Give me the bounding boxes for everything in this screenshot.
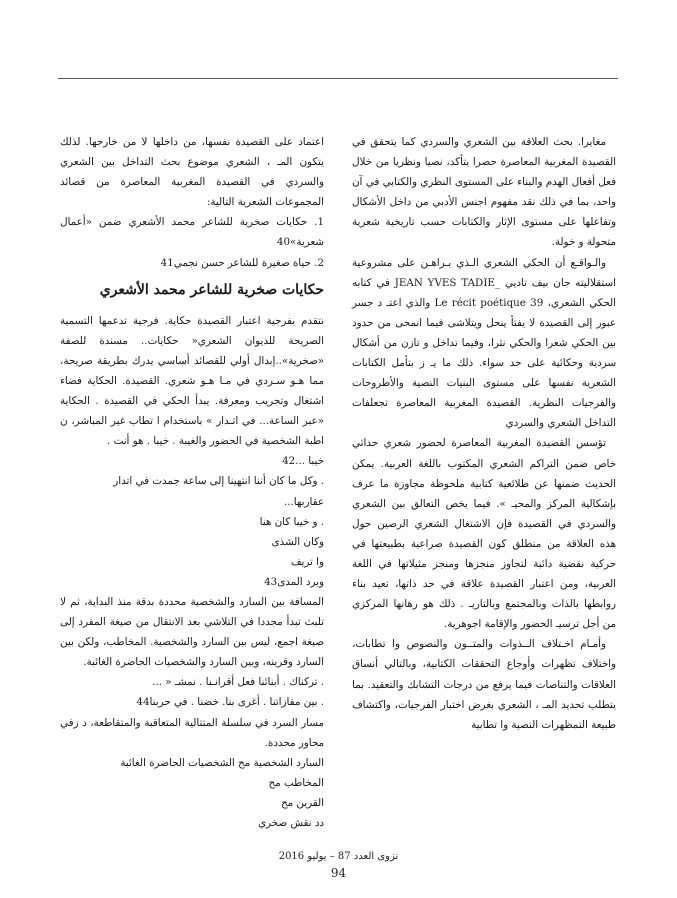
outline-line: دد نقش صخري bbox=[257, 817, 324, 829]
outline-line: السارد الشخصية مح الشخصيات الحاضرة الغائبة bbox=[120, 756, 324, 769]
outline-line: المخاطب مح bbox=[268, 776, 324, 789]
paragraph-3: تؤسس القصيدة المغربية المعاصرة لحضور شعري حداثي خاص ضمن التراكم الشعري المكتوب باللغة العربية. يمكن الحديث ضمنها عن طلائعية كتابية ملحوظة مجاوزة ما عرف بإشكالية المركز والمحيـ ». فيما يخص التعالق بين الشعري والسردي في القصيدة فإن الاشتغال الشعري الرصين حول هذه العلاقة من منطلق كون القصيدة صراعية بطبيعتها في حركية نقضية دائبة لتجاوز منجزها ومنجز مثيلاتها في اللغة العربية، ومن اعتبار القصيدة علاقة في حد ذاتها، تعيد بناء روابطها بالذات وبالمجتمع وبالتاريـ . ذلك هو رهانها المركزي من أجل ترسيـ الحضور والإقامة اجوهرية. bbox=[352, 437, 616, 631]
verse-line: . تركناك . أبنائنا فعل أقرانـنا . نمشـ « ... bbox=[152, 676, 324, 689]
verse-line: . و خيبا كان هنا bbox=[259, 515, 324, 528]
top-rule bbox=[58, 78, 618, 79]
third-paragraph: مسار السرد في سلسلة المتتالية المتعاقبة والمتقاطعة، د زفي محاور محددة. bbox=[60, 716, 324, 749]
verse-line: عقاربها... bbox=[283, 495, 324, 508]
verse-line: خيبا ...42 bbox=[282, 455, 324, 468]
body-paragraph: نتقدم بفرجية اعتبار القصيدة حكاية. فرجية تدعمها التسمية الصريحة للديوان الشعري« حكايات.. مسندة للصفة «صخرية»..إبدال أولي للقصائد أساسي يدرك بطريقة صريحة، مما هـو سـردي في مـا هـو شعري. القصيدة. الحكاية فضاء اشتغال وتجريب ومعرفة. يبدأ الحكي في القصيدة . الحكاية «عبر الساعة... في اتـدار » باستخدام ا تطاب غير المباشر، ن اطبة الشخصية في الحضور والغيبة . خيبا . هو أنت . bbox=[60, 314, 324, 448]
list-item: 2. حياة صغيرة للشاعر حسن نجمي41 bbox=[160, 256, 324, 269]
paragraph-4: وأمـام اخـتلاف الــذوات والمتــون والنصوص وا تطابات، واختلاف تظهرات وأوجاع التحققات الكتابية، وبالتالي أنساق العلاقات والتناصات فيما يرفع من درجات التشابك والتعقيد. بما يتطلب تحديد المـ ، الشعري بغرض اختبار الفرجيات، واكتشاف طبيعة التمظهرات النصية وا تطابية bbox=[352, 638, 616, 731]
page-number: 94 bbox=[330, 866, 347, 880]
verse-line: وا تريف bbox=[290, 555, 324, 568]
second-paragraph: المسافة بين السارد والشخصية محددة بدقة منذ البداية، ثم لا تلبث تبدأ مجددا في التلاشي بعد الانتقال من صيغة المفرد إلى صيغة اجمع، ليس بين السارد والشخصية. المخاطب، ولكن بين السارد وقرينه، وبين السارد والشخصيات الحاضرة الغائبة. bbox=[60, 595, 324, 669]
paragraph-2: والـواقـع أن الحكي الشعري الـذي بـراهـن على مشروعية استقلاليته جان بيف تاديي _JEAN YVES TADIE في كتابه الحكي الشعري، Le récit poétique 39 والذي اعتـ د جسر عبور إلى القصيدة لا يفتأ ينحل ويتلاشى فيما انمحى من حدود بين الحكي شعرا والحكي نثرا، وفيما تداخل و تازن من أشكال سردية وحكائية على حد سواء. ذلك ما يـ ز بتأمل الكتابات الشعرية نفسها على مستوى البنيات النصية والأطروحات والفرجيات النظرية. القصيدة المغربية المعاصرة تجعلفات التداخل الشعري والسردي bbox=[352, 256, 616, 430]
verse-line: . بين مفازاتنا . أغرى بنا. خضنا . في حربنا44 bbox=[136, 696, 324, 709]
intro-paragraph: اعتماد على القصيدة نفسها، من داخلها لا من خارجها. لذلك يتكون المـ ، الشعري موضوع بحث التداخل بين الشعري والسردي في القصيدة المغربية المعاصرة من قصائد المجموعات الشعرية التالية: bbox=[60, 136, 324, 209]
verse-line: . وكل ما كان أننا انتهينا إلى ساعة جمدت في اتدار bbox=[113, 475, 324, 488]
verse-line: وبرد المدى43 bbox=[264, 575, 324, 588]
footer-issue: نزوى العدد 87 – يوليو 2016 bbox=[278, 851, 399, 862]
verse-line: وكان الشذى bbox=[271, 535, 324, 548]
paragraph-1: مغايرا. بحث العلاقة بين الشعري والسردي كما يتحقق في القصيدة المغربية المعاصرة حصرا يتأكد، نصيا ونظريا من خلال فعل أفعال الهدم والبناء على المستوى النظري والكتابي في آن واحد، بما في ذلك نقد مفهوم اجنس الأدبي من داخل الأشكال وتفاعلها على مستوى الإثار والكتابات حسب تاريخية شعرية متحولة و خولة. bbox=[352, 136, 616, 249]
outline-line: القرين مح bbox=[280, 796, 324, 809]
list-item: 1. حكايات صخرية للشاعر محمد الأشعري ضمن «أعمال شعرية»40 bbox=[60, 216, 324, 249]
right-column bbox=[352, 132, 616, 735]
section-heading: حكايات صخرية للشاعر محمد الأشعري bbox=[99, 281, 324, 298]
left-column bbox=[60, 132, 324, 833]
